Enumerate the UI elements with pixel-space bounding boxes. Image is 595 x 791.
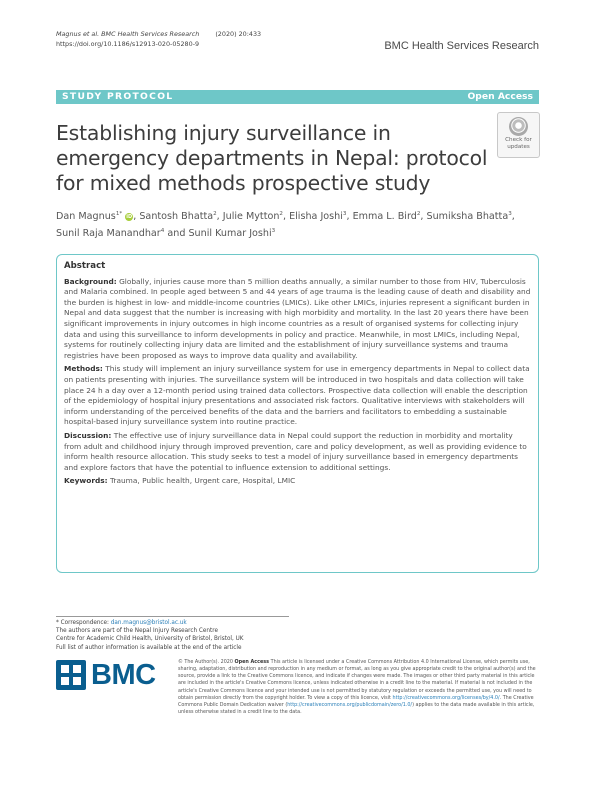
- footnotes: [56, 619, 316, 652]
- section-label: Keywords:: [64, 476, 108, 486]
- crossmark-icon: [509, 117, 528, 136]
- abstract-keywords: [64, 476, 531, 487]
- author-name[interactable]: Santosh Bhatta: [139, 211, 214, 223]
- author-name[interactable]: Julie Mytton: [222, 211, 280, 223]
- running-header: [56, 30, 261, 49]
- footnote-affiliation: Centre for Academic Child Health, University of Bristol, Bristol, UK: [56, 636, 244, 643]
- open-access-tag: Open Access: [234, 659, 270, 665]
- abstract-box: [56, 254, 539, 573]
- bmc-logo-mark-icon: [56, 660, 86, 690]
- author-affiliation: 3: [508, 211, 512, 217]
- abstract-methods: [64, 364, 531, 428]
- author-name[interactable]: Sumiksha Bhatta: [426, 211, 509, 223]
- footnote-group: The authors are part of the Nepal Injury Research Centre: [56, 628, 218, 635]
- author-affiliation: 4: [160, 228, 165, 235]
- section-text: Globally, injuries cause more than 5 million deaths annually, a similar number to those from HIV, Tuberculosis and Malaria combined. In people aged between 5 and 44 years of age trauma is the leading cause of death and disability and the burden is highest in low- and middle-income countries (LMICs). Like other LMICs, injuries represent a significant burden in Nepal and data suggest that the number is increasing with high morbidity and mortality. In the last 20 years there have been significant improvements in injury outcomes in high income countries as a result of organised systems for collecting injury data and using this surveillance to inform developments in policy and practice. Meanwhile, in most LMICs, including Nepal, systems for routinely collecting injury data are limited and the establishment of injury surveillance systems and trauma registries have been proposed as ways to improve data quality and availability.: [64, 276, 531, 360]
- section-text: This study will implement an injury surveillance system for use in emergency departments in Nepal to collect data on patients presenting with injuries. The surveillance system will be introduced in two hospitals and data collection will take place 24 h a day over a 12-month period using trained data collectors. Prospective data collection will enable the description of the epidemiology of hospital injury presentations and associated risk factors. Qualitative interviews with stakeholders will inform understanding of the perceived benefits of the data and the barriers and facilitators to embedding a sustainable hospital-based injury surveillance system into routine practice.: [64, 364, 530, 427]
- section-text: Trauma, Public health, Urgent care, Hospital, LMIC: [109, 476, 296, 486]
- open-access-label: Open Access: [467, 91, 533, 102]
- bmc-logo: [56, 658, 156, 692]
- citation-journal: Magnus et al. BMC Health Services Research: [56, 30, 200, 38]
- section-label: Methods:: [64, 364, 103, 374]
- author-name[interactable]: Elisha Joshi: [289, 211, 343, 223]
- article-type-banner: [56, 90, 539, 104]
- abstract-background: [64, 277, 531, 362]
- cc-zero-link[interactable]: http://creativecommons.org/publicdomain/zero/1.0/: [287, 701, 413, 708]
- footnote-divider: [56, 616, 289, 617]
- author-name[interactable]: Sunil Kumar Joshi: [188, 228, 272, 240]
- correspondence-label: * Correspondence:: [56, 620, 109, 626]
- article-type: STUDY PROTOCOL: [62, 91, 174, 102]
- correspondence-email-link[interactable]: dan.magnus@bristol.ac.uk: [110, 620, 187, 626]
- journal-name: BMC Health Services Research: [384, 40, 539, 52]
- footnote-more-info: Full list of author information is available at the end of the article: [56, 644, 242, 651]
- author-list: Dan Magnus$^{1*}$ iD, Santosh Bhatta$^2$, Julie Mytton$^2$, Elisha Joshi$^3$, Emma L. Bird$^2$, Sumiksha Bhatta$^3$, Sunil Raja Manandhar$^4$ and Sunil Kumar Joshi$^3$: [56, 211, 515, 240]
- author-affiliation: 2: [416, 211, 421, 217]
- copyright: © The Author(s). 2020: [178, 659, 233, 665]
- author-name[interactable]: Sunil Raja Manandhar: [56, 228, 161, 240]
- author-affiliation: 2: [279, 211, 283, 217]
- author-name[interactable]: Emma L. Bird: [352, 211, 417, 223]
- section-label: Discussion:: [64, 430, 112, 440]
- doi-link[interactable]: https://doi.org/10.1186/s12913-020-05280-9: [56, 39, 200, 48]
- license-mid: . The Creative Commons Public Domain Dedication waiver (: [178, 694, 534, 708]
- author-affiliation: 3: [271, 228, 276, 235]
- crossmark-line2: updates: [507, 143, 530, 150]
- bmc-logo-text: BMC: [91, 659, 156, 691]
- orcid-icon[interactable]: iD: [126, 214, 133, 221]
- author-affiliation: 1*: [115, 211, 123, 217]
- section-label: Background:: [64, 276, 117, 286]
- section-text: The effective use of injury surveillance data in Nepal could support the reduction in morbidity and mortality from adult and childhood injury through improved prevention, care and policy development, as well as providing evidence to inform health resource allocation. This study seeks to test a model of injury surveillance based in emergency departments and explore factors that have the potential to influence extension to additional settings.: [64, 430, 527, 472]
- abstract-heading: Abstract: [64, 261, 106, 271]
- author-affiliation: 3: [342, 211, 347, 217]
- cc-by-link[interactable]: http://creativecommons.org/licenses/by/4.0/: [392, 694, 500, 701]
- license-statement: [178, 659, 540, 716]
- author-name[interactable]: Dan Magnus: [56, 211, 116, 223]
- citation-year: (2020) 20:433: [215, 30, 262, 38]
- abstract-discussion: [64, 431, 531, 473]
- crossmark-line1: Check for: [505, 137, 532, 143]
- license-tail: ) applies to the data made available in this article, unless otherwise stated in a credit line to the data.: [178, 701, 535, 716]
- author-affiliation: 2: [213, 211, 217, 217]
- check-for-updates-button[interactable]: [497, 112, 540, 158]
- license-body: This article is licensed under a Creative Commons Attribution 4.0 International License, which permits use, sharing, adaptation, distribution and reproduction in any medium or format, as long as you give appropriate credit to the original author(s) and the source, provide a link to the Creative Commons licence, and indicate if changes were made. The images or other third party material in this article are included in the article's Creative Commons licence, unless indicated otherwise in a credit line to the material. If material is not included in the article's Creative Commons licence and your intended use is not permitted by statutory regulation or exceeds the permitted use, you will need to obtain permission directly from the copyright holder. To view a copy of this licence, visit: [178, 659, 536, 701]
- article-title: Establishing injury surveillance in emergency departments in Nepal: protocol for mixed methods prospective study: [56, 121, 488, 195]
